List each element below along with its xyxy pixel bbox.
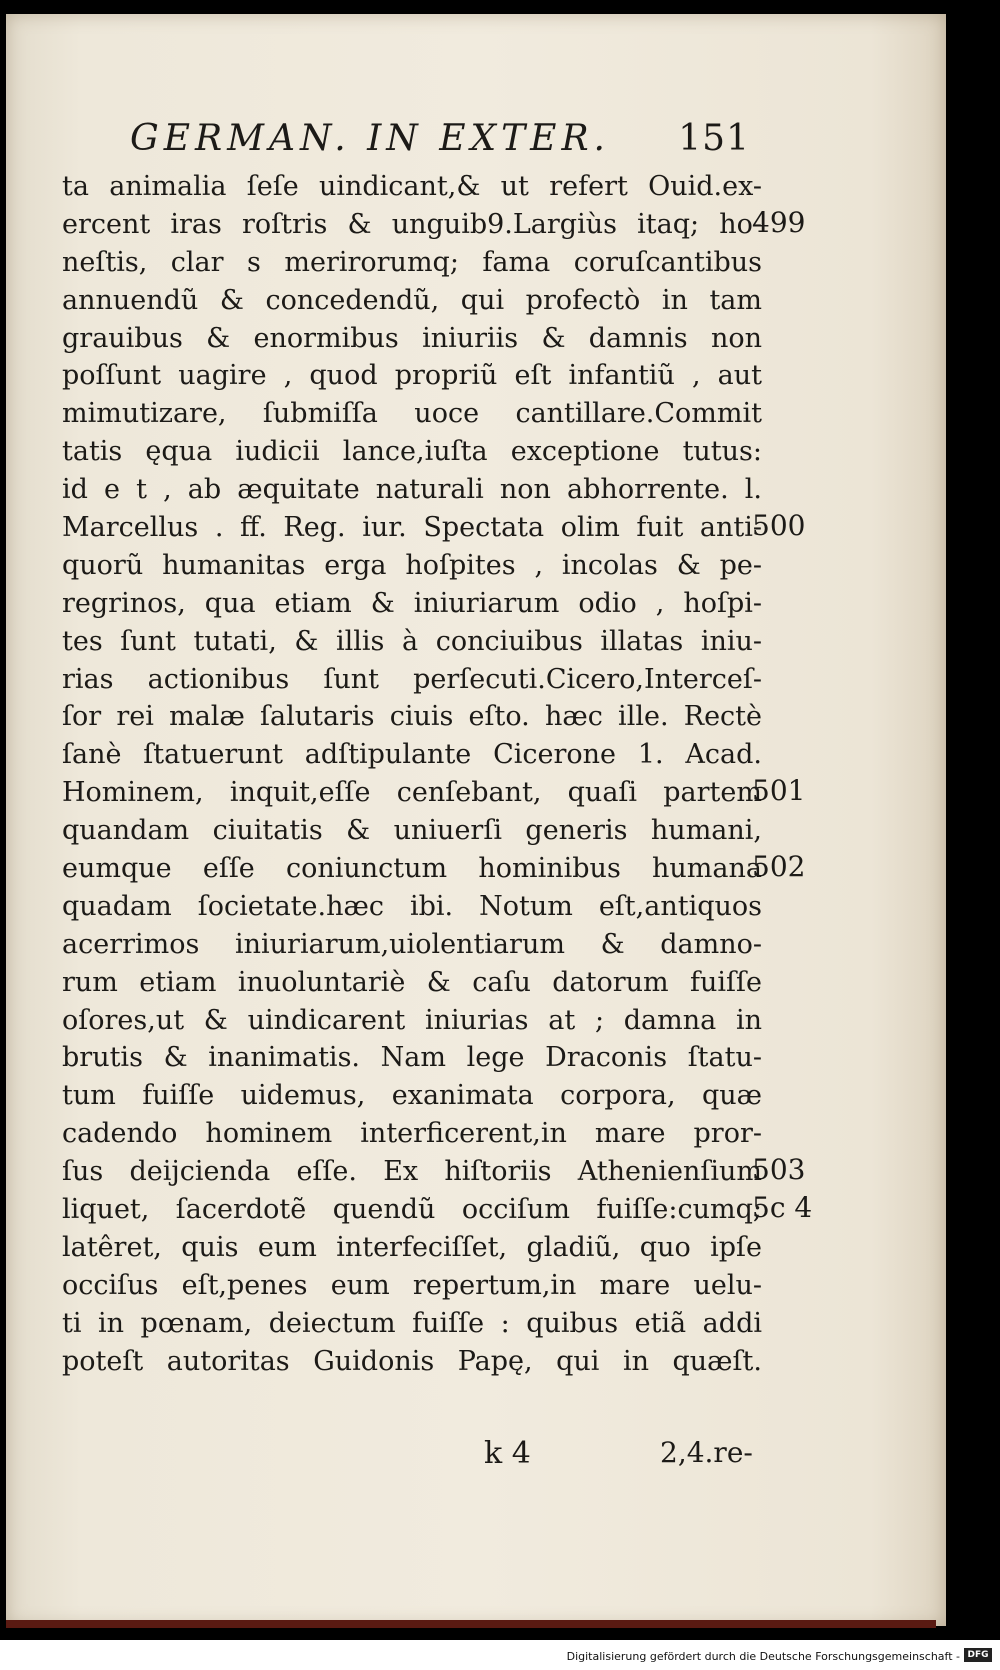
text-line: oſores,ut & uindicarent iniurias at ; damna in — [62, 1004, 762, 1036]
margin-number: 501 — [752, 774, 806, 808]
digitization-credit: Digitalisierung gefördert durch die Deutsche Forschungsgemeinschaft - — [566, 1650, 960, 1663]
page-number: 151 — [678, 118, 750, 159]
text-line: acerrimos iniuriarum,uiolentiarum & damno- — [62, 928, 762, 960]
running-title: GERMAN. IN EXTER. — [130, 118, 610, 159]
text-line: poteſt autoritas Guidonis Papę, qui in quæſt. — [62, 1345, 762, 1377]
page-edge — [6, 1620, 936, 1628]
text-line: Marcellus . ff. Reg. iur. Spectata olim fuit anti- — [62, 512, 762, 544]
text-line: ercent iras roſtris & unguib9.Largiùs itaq; ho- — [62, 208, 762, 240]
text-line: tum fuiſſe uidemus, exanimata corpora, quæ — [62, 1080, 762, 1112]
text-line: poſſunt uagire , quod propriũ eſt infantiũ , aut — [62, 360, 762, 392]
margin-number: 503 — [752, 1153, 806, 1187]
text-line: quorũ humanitas erga hoſpites , incolas & pe- — [62, 549, 762, 581]
text-line: ti in pœnam, deiectum fuiſſe : quibus etiã addi — [62, 1307, 762, 1339]
catchword: 2,4.re- — [660, 1436, 753, 1469]
credit-bar — [0, 1640, 1000, 1670]
margin-number: 5c 4 — [752, 1191, 813, 1225]
text-line: brutis & inanimatis. Nam lege Draconis ſtatu- — [62, 1042, 762, 1074]
signature-mark: k 4 — [484, 1436, 531, 1471]
margin-number: 500 — [752, 509, 806, 543]
running-header — [130, 118, 750, 164]
text-line: id e t , ab æquitate naturali non abhorrente. l. — [62, 474, 762, 506]
text-line: mimutizare, ſubmiſſa uoce cantillare.Commit — [62, 398, 762, 430]
text-line: rum etiam inuoluntariè & caſu datorum fuiſſe — [62, 966, 762, 998]
text-line: Hominem, inquit,eſſe cenſebant, quaſi partem — [62, 777, 762, 809]
text-line: annuendũ & concedendũ, qui profectò in tam — [62, 284, 762, 316]
text-line: occiſus eſt,penes eum repertum,in mare uelu- — [62, 1269, 762, 1301]
margin-number: 502 — [752, 850, 806, 884]
text-line: tatis ęqua iudicii lance,iuſta exceptione tutus: — [62, 436, 762, 468]
text-line: quandam ciuitatis & uniuerſi generis humani, — [62, 815, 762, 847]
text-line: regrinos, qua etiam & iniuriarum odio , hoſpi- — [62, 587, 762, 619]
text-line: neſtis, clar s merirorumq; fama coruſcantibus — [62, 246, 762, 278]
text-line: ta animalia ſeſe uindicant,& ut refert Ouid.ex- — [62, 171, 762, 202]
text-line: grauibus & enormibus iniuriis & damnis non — [62, 322, 762, 354]
text-line: quadam ſocietate.hæc ibi. Notum eſt,antiquos — [62, 890, 762, 922]
text-line: eumque eſſe coniunctum hominibus humana — [62, 853, 762, 885]
text-line: rias actionibus ſunt perſecuti.Cicero,Interceſ- — [62, 663, 762, 695]
text-line: tes ſunt tutati, & illis à conciuibus illatas iniu- — [62, 625, 762, 657]
text-line: cadendo hominem interficerent,in mare pror- — [62, 1118, 762, 1150]
text-line: latêret, quis eum interfeciſſet, gladiũ, quo ipſe — [62, 1231, 762, 1263]
text-line: ſus deijcienda eſſe. Ex hiſtoriis Athenienſium — [62, 1156, 762, 1188]
main-text — [62, 168, 762, 1381]
text-line: liquet, ſacerdotẽ quendũ occiſum fuiſſe:cumq; — [62, 1194, 762, 1226]
dfg-logo: DFG — [964, 1648, 992, 1662]
margin-number: 499 — [752, 205, 806, 239]
text-line: ſanè ſtatuerunt adſtipulante Cicerone 1. Acad. — [62, 739, 762, 771]
text-line: ſor rei malæ ſalutaris ciuis eſto. hæc ille. Rectè — [62, 701, 762, 733]
